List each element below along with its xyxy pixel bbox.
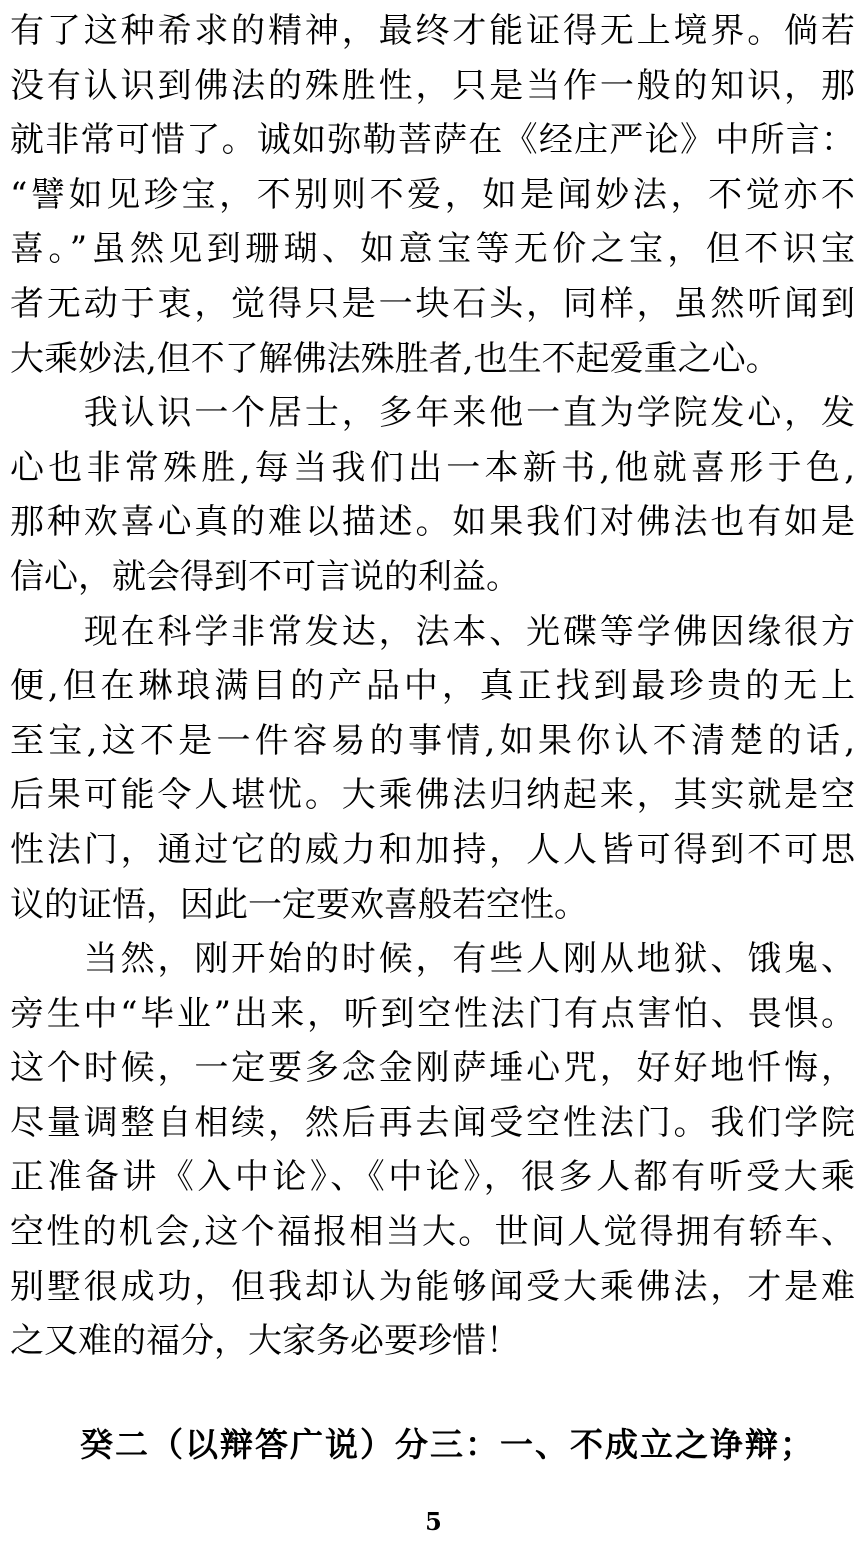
text-line: 当然，刚开始的时候，有些人刚从地狱、饿鬼、 [10, 939, 855, 980]
text-line: 性法门，通过它的威力和加持，人人皆可得到不可思 [10, 829, 855, 870]
text-line: “譬如见珍宝，不别则不爱，如是闻妙法，不觉亦不 [10, 174, 855, 215]
text-line: 尽量调整自相续，然后再去闻受空性法门。我们学院 [10, 1102, 855, 1143]
section-heading: 癸二（以辩答广说）分三：一、不成立之诤辩； [80, 1425, 815, 1464]
paragraph [10, 386, 855, 604]
paragraph [10, 605, 855, 933]
text-line: 大乘妙法,但不了解佛法殊胜者,也生不起爱重之心。 [10, 338, 780, 379]
body-text [10, 4, 855, 1369]
text-line: 有了这种希求的精神，最终才能证得无上境界。倘若 [10, 11, 855, 51]
text-line: 那种欢喜心真的难以描述。如果我们对佛法也有如是 [10, 502, 855, 543]
text-line: 便,但在琳琅满目的产品中，真正找到最珍贵的无上 [10, 666, 855, 707]
paragraph [10, 932, 855, 1369]
text-line: 者无动于衷，觉得只是一块石头，同样，虽然听闻到 [10, 283, 855, 324]
text-line: 现在科学非常发达，法本、光碟等学佛因缘很方 [10, 611, 855, 652]
text-line: 我认识一个居士，多年来他一直为学院发心，发 [10, 393, 855, 434]
text-line: 就非常可惜了。诚如弥勒菩萨在《经庄严论》中所言： [10, 120, 855, 161]
text-line: 没有认识到佛法的殊胜性，只是当作一般的知识，那 [10, 65, 855, 106]
text-line: 信心，就会得到不可言说的利益。 [10, 556, 520, 597]
text-line: 至宝,这不是一件容易的事情,如果你认不清楚的话, [10, 720, 855, 761]
text-line: 别墅很成功，但我却认为能够闻受大乘佛法，才是难 [10, 1266, 855, 1307]
text-line: 心也非常殊胜,每当我们出一本新书,他就喜形于色, [10, 447, 855, 488]
text-line: 这个时候，一定要多念金刚萨埵心咒，好好地忏悔， [10, 1048, 855, 1089]
text-line: 旁生中“毕业”出来，听到空性法门有点害怕、畏惧。 [10, 993, 855, 1034]
text-line: 之又难的福分，大家务必要珍惜！ [10, 1321, 520, 1362]
text-line: 喜。”虽然见到珊瑚、如意宝等无价之宝，但不识宝 [10, 229, 855, 270]
text-line: 后果可能令人堪忧。大乘佛法归纳起来，其实就是空 [10, 775, 855, 816]
paragraph [10, 4, 855, 386]
text-line: 议的证悟，因此一定要欢喜般若空性。 [10, 884, 588, 925]
text-line: 空性的机会,这个福报相当大。世间人觉得拥有轿车、 [10, 1212, 855, 1253]
page-number: 5 [425, 1507, 442, 1536]
text-line: 正准备讲《入中论》、《中论》，很多人都有听受大乘 [10, 1157, 855, 1198]
